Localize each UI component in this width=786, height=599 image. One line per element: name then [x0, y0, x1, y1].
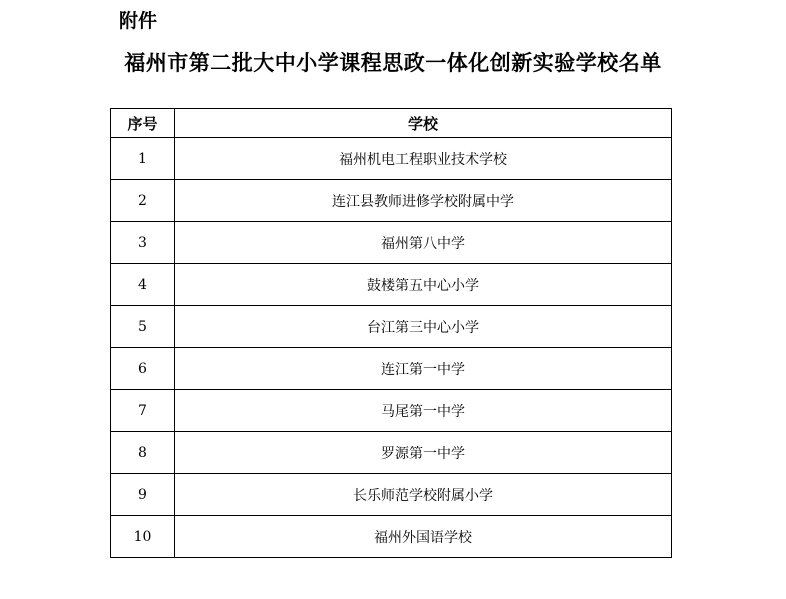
table-row	[111, 432, 672, 474]
serial-number-cell: 1	[111, 138, 175, 180]
school-name-cell: 罗源第一中学	[175, 432, 672, 474]
attachment-label: 附件	[119, 10, 158, 32]
serial-number-cell: 2	[111, 180, 175, 222]
school-name-cell: 连江第一中学	[175, 348, 672, 390]
serial-number-cell: 3	[111, 222, 175, 264]
serial-number-cell: 8	[111, 432, 175, 474]
table-header-row	[111, 109, 672, 138]
serial-number-cell: 5	[111, 306, 175, 348]
school-name-cell: 福州外国语学校	[175, 516, 672, 558]
serial-number-cell: 4	[111, 264, 175, 306]
table-row	[111, 264, 672, 306]
serial-number-cell: 10	[111, 516, 175, 558]
school-name-cell: 鼓楼第五中心小学	[175, 264, 672, 306]
table-row	[111, 180, 672, 222]
serial-number-cell: 7	[111, 390, 175, 432]
school-name-cell: 长乐师范学校附属小学	[175, 474, 672, 516]
serial-number-cell: 6	[111, 348, 175, 390]
table-row	[111, 348, 672, 390]
table-row	[111, 306, 672, 348]
document-title: 福州市第二批大中小学课程思政一体化创新实验学校名单	[124, 50, 662, 75]
school-name-cell: 台江第三中心小学	[175, 306, 672, 348]
table-row	[111, 390, 672, 432]
school-name-cell: 马尾第一中学	[175, 390, 672, 432]
table-row	[111, 474, 672, 516]
school-name-cell: 福州第八中学	[175, 222, 672, 264]
serial-number-cell: 9	[111, 474, 175, 516]
table-row	[111, 138, 672, 180]
table-row	[111, 516, 672, 558]
header-serial-number: 序号	[111, 109, 175, 138]
table-row	[111, 222, 672, 264]
school-list-table	[110, 108, 672, 558]
header-school: 学校	[175, 109, 672, 138]
school-name-cell: 福州机电工程职业技术学校	[175, 138, 672, 180]
school-name-cell: 连江县教师进修学校附属中学	[175, 180, 672, 222]
